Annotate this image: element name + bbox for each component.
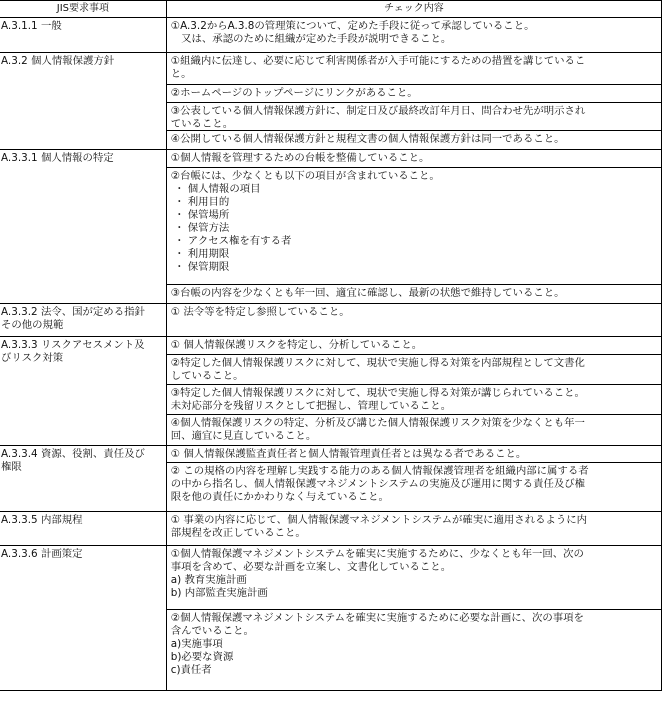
check-item: ③特定した個人情報保護リスクに対して、現状で実施し得る対策が講じられていること。 未対応部分を残留リスクとして把握し、管理していること。 <box>167 385 661 415</box>
check-items <box>167 53 662 149</box>
check-items <box>167 150 662 303</box>
table-row <box>0 150 662 304</box>
check-item: ③台帳の内容を少なくとも年一回、適宜に確認し、最新の状態で維持していること。 <box>170 287 565 299</box>
table-body <box>0 18 662 691</box>
check-item: ② この規格の内容を理解し実践する能力のある個人情報保護管理者を組織内部に属する者 の中から指名し、個人情報保護マネジメントシステムの実施及び運用に関する責任及び権 限を他の責任にかかわりなく与えていること。 <box>170 465 589 503</box>
requirement-label: A.3.3.1 個人情報の特定 <box>0 150 167 303</box>
check-item: ① 個人情報保護監査責任者と個人情報管理責任者とは異なる者であること。 <box>167 446 661 463</box>
check-item: ① 法令等を特定し参照していること。 <box>170 306 350 318</box>
requirement-label: A.3.1.1 一般 <box>0 18 167 52</box>
header-jis-requirement: JIS要求事項 <box>0 1 167 17</box>
check-item: ①個人情報を管理するための台帳を整備していること。 <box>167 150 661 168</box>
check-item: ①A.3.2からA.3.8の管理策について、定めた手段に従って承認していること。 又は、承認のために組織が定めた手段が説明できること。 <box>170 20 535 45</box>
requirement-label: A.3.3.2 法令、国が定める指針 その他の規範 <box>0 304 167 336</box>
check-item: ①個人情報保護マネジメントシステムを確実に実施するために、少なくとも年一回、次の 事項を含めて、必要な計画を立案し、文書化していること。 a) 教育実施計画 b) 内部監査実施計画 <box>167 546 661 610</box>
check-items <box>167 18 662 52</box>
check-items <box>167 546 662 690</box>
check-items <box>167 446 662 511</box>
check-item: ②台帳には、少なくとも以下の項目が含まれていること。 ・ 個人情報の項目 ・ 利用目的 ・ 保管場所 ・ 保管方法 ・ アクセス権を有する者 ・ 利用期限 ・ 保管期限 <box>167 168 661 285</box>
check-items <box>167 512 662 545</box>
table-row <box>0 512 662 546</box>
check-item: ②ホームページのトップページにリンクがあること。 <box>167 85 661 103</box>
requirement-label: A.3.2 個人情報保護方針 <box>0 53 167 149</box>
table-row <box>0 446 662 512</box>
table-row <box>0 304 662 337</box>
requirement-label: A.3.3.6 計画策定 <box>0 546 167 690</box>
check-item: ④個人情報保護リスクの特定、分析及び講じた個人情報保護リスク対策を少なくとも年一 回、適宜に見直していること。 <box>170 417 585 442</box>
table-row <box>0 337 662 446</box>
header-check-content: チェック内容 <box>167 1 662 17</box>
check-item: ① 事業の内容に応じて、個人情報保護マネジメントシステムが確実に適用されるように内 部規程を改正していること。 <box>170 514 588 539</box>
table-row <box>0 18 662 53</box>
table-row <box>0 546 662 691</box>
check-item: ① 個人情報保護リスクを特定し、分析していること。 <box>167 337 661 355</box>
requirement-label: A.3.3.5 内部規程 <box>0 512 167 545</box>
check-item: ③公表している個人情報保護方針に、制定日及び最終改訂年月日、問合わせ先が明示され ていること。 <box>167 103 661 131</box>
requirement-label: A.3.3.4 資源、役割、責任及び 権限 <box>0 446 167 511</box>
check-items <box>167 304 662 336</box>
table-header <box>0 0 662 18</box>
requirement-label: A.3.3.3 リスクアセスメント及 びリスク対策 <box>0 337 167 445</box>
check-item: ②個人情報保護マネジメントシステムを確実に実施するために必要な計画に、次の事項を 含んでいること。 a)実施事項 b)必要な資源 c)責任者 <box>170 612 584 676</box>
check-items <box>167 337 662 445</box>
check-item: ①組織内に伝達し、必要に応じて利害関係者が入手可能にするための措置を講じているこ と。 <box>167 53 661 85</box>
table-row <box>0 53 662 150</box>
check-item: ④公開している個人情報保護方針と規程文書の個人情報保護方針は同一であること。 <box>170 133 565 145</box>
check-item: ②特定した個人情報保護リスクに対して、現状で実施し得る対策を内部規程として文書化 していること。 <box>167 355 661 385</box>
